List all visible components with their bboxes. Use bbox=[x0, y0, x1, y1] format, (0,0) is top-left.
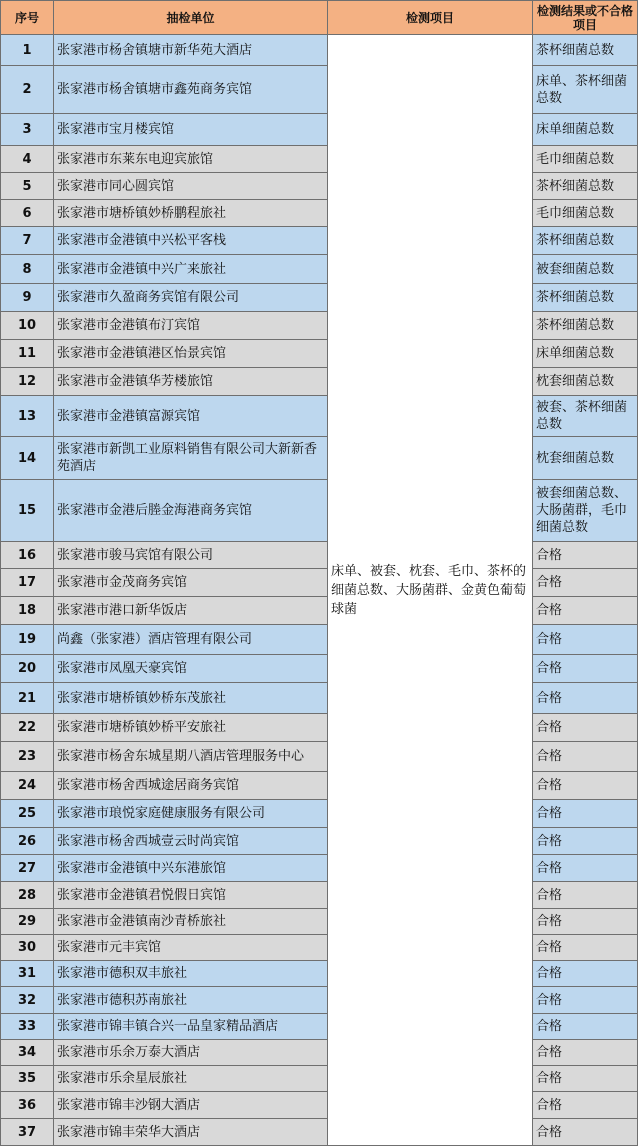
row-number: 1 bbox=[1, 35, 54, 66]
table-row bbox=[1, 714, 638, 742]
inspected-unit: 张家港市金港镇南沙青桥旅社 bbox=[54, 909, 328, 935]
row-number: 18 bbox=[1, 597, 54, 625]
inspected-unit: 张家港市德积苏南旅社 bbox=[54, 987, 328, 1014]
test-result: 被套细菌总数、大肠菌群，毛巾细菌总数 bbox=[533, 480, 638, 542]
inspected-unit: 张家港市杨舍西城途居商务宾馆 bbox=[54, 772, 328, 800]
inspected-unit: 张家港市金港镇富源宾馆 bbox=[54, 396, 328, 437]
row-number: 33 bbox=[1, 1014, 54, 1040]
test-result: 合格 bbox=[533, 597, 638, 625]
inspected-unit: 张家港市金港镇港区怡景宾馆 bbox=[54, 340, 328, 368]
table-row bbox=[1, 683, 638, 714]
inspected-unit: 张家港市港口新华饭店 bbox=[54, 597, 328, 625]
table-row bbox=[1, 1066, 638, 1092]
row-number: 17 bbox=[1, 569, 54, 597]
table-row bbox=[1, 1119, 638, 1146]
test-result: 床单细菌总数 bbox=[533, 340, 638, 368]
header-row bbox=[1, 1, 638, 35]
inspected-unit: 张家港市同心圆宾馆 bbox=[54, 173, 328, 200]
table-row bbox=[1, 961, 638, 987]
test-result: 茶杯细菌总数 bbox=[533, 227, 638, 255]
test-result: 合格 bbox=[533, 714, 638, 742]
table-row bbox=[1, 742, 638, 772]
table-row bbox=[1, 569, 638, 597]
test-result: 茶杯细菌总数 bbox=[533, 35, 638, 66]
inspected-unit: 张家港市杨舍东城星期八酒店管理服务中心 bbox=[54, 742, 328, 772]
inspected-unit: 张家港市金港镇中兴东港旅馆 bbox=[54, 855, 328, 882]
row-number: 22 bbox=[1, 714, 54, 742]
row-number: 31 bbox=[1, 961, 54, 987]
test-result: 茶杯细菌总数 bbox=[533, 284, 638, 312]
inspected-unit: 张家港市金港镇君悦假日宾馆 bbox=[54, 882, 328, 909]
test-result: 合格 bbox=[533, 1119, 638, 1146]
table-row bbox=[1, 437, 638, 480]
row-number: 4 bbox=[1, 146, 54, 173]
row-number: 3 bbox=[1, 114, 54, 146]
table-row bbox=[1, 800, 638, 828]
row-number: 35 bbox=[1, 1066, 54, 1092]
test-result: 茶杯细菌总数 bbox=[533, 173, 638, 200]
row-number: 2 bbox=[1, 66, 54, 114]
row-number: 7 bbox=[1, 227, 54, 255]
test-result: 合格 bbox=[533, 1092, 638, 1119]
row-number: 10 bbox=[1, 312, 54, 340]
test-result: 合格 bbox=[533, 742, 638, 772]
row-number: 19 bbox=[1, 625, 54, 655]
row-number: 6 bbox=[1, 200, 54, 227]
row-number: 27 bbox=[1, 855, 54, 882]
inspected-unit: 张家港市锦丰沙钢大酒店 bbox=[54, 1092, 328, 1119]
row-number: 26 bbox=[1, 828, 54, 855]
row-number: 5 bbox=[1, 173, 54, 200]
inspected-unit: 张家港市锦丰荣华大酒店 bbox=[54, 1119, 328, 1146]
table-row bbox=[1, 987, 638, 1014]
inspected-unit: 张家港市久盈商务宾馆有限公司 bbox=[54, 284, 328, 312]
inspected-unit: 张家港市杨舍镇塘市鑫苑商务宾馆 bbox=[54, 66, 328, 114]
table-row bbox=[1, 772, 638, 800]
table-row bbox=[1, 114, 638, 146]
row-number: 24 bbox=[1, 772, 54, 800]
table-row bbox=[1, 368, 638, 396]
header-items: 检测项目 bbox=[328, 1, 533, 35]
inspected-unit: 张家港市乐余星辰旅社 bbox=[54, 1066, 328, 1092]
table-row bbox=[1, 66, 638, 114]
inspected-unit: 张家港市塘桥镇妙桥鹏程旅社 bbox=[54, 200, 328, 227]
inspected-unit: 张家港市新凯工业原料销售有限公司大新新香苑酒店 bbox=[54, 437, 328, 480]
test-result: 合格 bbox=[533, 1014, 638, 1040]
table-row bbox=[1, 146, 638, 173]
table-row bbox=[1, 542, 638, 569]
table-row bbox=[1, 340, 638, 368]
row-number: 9 bbox=[1, 284, 54, 312]
test-result: 合格 bbox=[533, 987, 638, 1014]
test-result: 合格 bbox=[533, 828, 638, 855]
test-result: 枕套细菌总数 bbox=[533, 368, 638, 396]
test-result: 被套、茶杯细菌总数 bbox=[533, 396, 638, 437]
inspected-unit: 张家港市杨舍西城壹云时尚宾馆 bbox=[54, 828, 328, 855]
test-result: 床单细菌总数 bbox=[533, 114, 638, 146]
table-row bbox=[1, 1014, 638, 1040]
row-number: 13 bbox=[1, 396, 54, 437]
table-row bbox=[1, 882, 638, 909]
table-row bbox=[1, 655, 638, 683]
test-result: 毛巾细菌总数 bbox=[533, 146, 638, 173]
row-number: 14 bbox=[1, 437, 54, 480]
table-row bbox=[1, 828, 638, 855]
inspected-unit: 张家港市骏马宾馆有限公司 bbox=[54, 542, 328, 569]
inspected-unit: 张家港市金港镇华芳楼旅馆 bbox=[54, 368, 328, 396]
test-result: 合格 bbox=[533, 800, 638, 828]
test-result: 床单、茶杯细菌总数 bbox=[533, 66, 638, 114]
inspected-unit: 张家港市金港镇布汀宾馆 bbox=[54, 312, 328, 340]
header-result: 检测结果或不合格项目 bbox=[533, 1, 638, 35]
row-number: 30 bbox=[1, 935, 54, 961]
inspected-unit: 张家港市锦丰镇合兴一品皇家精品酒店 bbox=[54, 1014, 328, 1040]
table-body bbox=[1, 35, 638, 1146]
row-number: 16 bbox=[1, 542, 54, 569]
test-result: 茶杯细菌总数 bbox=[533, 312, 638, 340]
inspected-unit: 尚鑫（张家港）酒店管理有限公司 bbox=[54, 625, 328, 655]
inspected-unit: 张家港市宝月楼宾馆 bbox=[54, 114, 328, 146]
table-row bbox=[1, 227, 638, 255]
inspected-unit: 张家港市乐余万泰大酒店 bbox=[54, 1040, 328, 1066]
row-number: 20 bbox=[1, 655, 54, 683]
test-result: 合格 bbox=[533, 569, 638, 597]
row-number: 15 bbox=[1, 480, 54, 542]
row-number: 8 bbox=[1, 255, 54, 284]
test-result: 合格 bbox=[533, 1066, 638, 1092]
row-number: 34 bbox=[1, 1040, 54, 1066]
inspected-unit: 张家港市金港镇中兴广来旅社 bbox=[54, 255, 328, 284]
table-row bbox=[1, 35, 638, 66]
row-number: 29 bbox=[1, 909, 54, 935]
test-result: 合格 bbox=[533, 625, 638, 655]
inspected-unit: 张家港市金港后塍金海港商务宾馆 bbox=[54, 480, 328, 542]
table-row bbox=[1, 284, 638, 312]
inspected-unit: 张家港市塘桥镇妙桥东茂旅社 bbox=[54, 683, 328, 714]
test-result: 合格 bbox=[533, 855, 638, 882]
row-number: 12 bbox=[1, 368, 54, 396]
inspected-unit: 张家港市杨舍镇塘市新华苑大酒店 bbox=[54, 35, 328, 66]
test-result: 合格 bbox=[533, 1040, 638, 1066]
table-row bbox=[1, 173, 638, 200]
test-result: 合格 bbox=[533, 935, 638, 961]
test-result: 合格 bbox=[533, 909, 638, 935]
table-row bbox=[1, 597, 638, 625]
inspected-unit: 张家港市金茂商务宾馆 bbox=[54, 569, 328, 597]
test-result: 被套细菌总数 bbox=[533, 255, 638, 284]
row-number: 25 bbox=[1, 800, 54, 828]
test-result: 枕套细菌总数 bbox=[533, 437, 638, 480]
table-row bbox=[1, 480, 638, 542]
test-result: 合格 bbox=[533, 882, 638, 909]
row-number: 23 bbox=[1, 742, 54, 772]
inspected-unit: 张家港市塘桥镇妙桥平安旅社 bbox=[54, 714, 328, 742]
table-row bbox=[1, 1040, 638, 1066]
row-number: 21 bbox=[1, 683, 54, 714]
table-row bbox=[1, 396, 638, 437]
test-items: 床单、被套、枕套、毛巾、茶杯的细菌总数、大肠菌群、金黄色葡萄球菌 bbox=[328, 35, 533, 1146]
row-number: 32 bbox=[1, 987, 54, 1014]
table-row bbox=[1, 909, 638, 935]
table-row bbox=[1, 625, 638, 655]
test-result: 合格 bbox=[533, 683, 638, 714]
inspected-unit: 张家港市元丰宾馆 bbox=[54, 935, 328, 961]
inspected-unit: 张家港市德积双丰旅社 bbox=[54, 961, 328, 987]
test-result: 毛巾细菌总数 bbox=[533, 200, 638, 227]
inspected-unit: 张家港市琅悦家庭健康服务有限公司 bbox=[54, 800, 328, 828]
header-unit: 抽检单位 bbox=[54, 1, 328, 35]
row-number: 28 bbox=[1, 882, 54, 909]
row-number: 36 bbox=[1, 1092, 54, 1119]
test-result: 合格 bbox=[533, 542, 638, 569]
header-no: 序号 bbox=[1, 1, 54, 35]
test-result: 合格 bbox=[533, 655, 638, 683]
row-number: 11 bbox=[1, 340, 54, 368]
test-result: 合格 bbox=[533, 961, 638, 987]
inspected-unit: 张家港市东莱东电迎宾旅馆 bbox=[54, 146, 328, 173]
table-row bbox=[1, 255, 638, 284]
table-row bbox=[1, 855, 638, 882]
row-number: 37 bbox=[1, 1119, 54, 1146]
inspected-unit: 张家港市金港镇中兴松平客栈 bbox=[54, 227, 328, 255]
table-row bbox=[1, 1092, 638, 1119]
table-row bbox=[1, 935, 638, 961]
table-row bbox=[1, 200, 638, 227]
test-result: 合格 bbox=[533, 772, 638, 800]
table-row bbox=[1, 312, 638, 340]
inspected-unit: 张家港市凤凰天豪宾馆 bbox=[54, 655, 328, 683]
